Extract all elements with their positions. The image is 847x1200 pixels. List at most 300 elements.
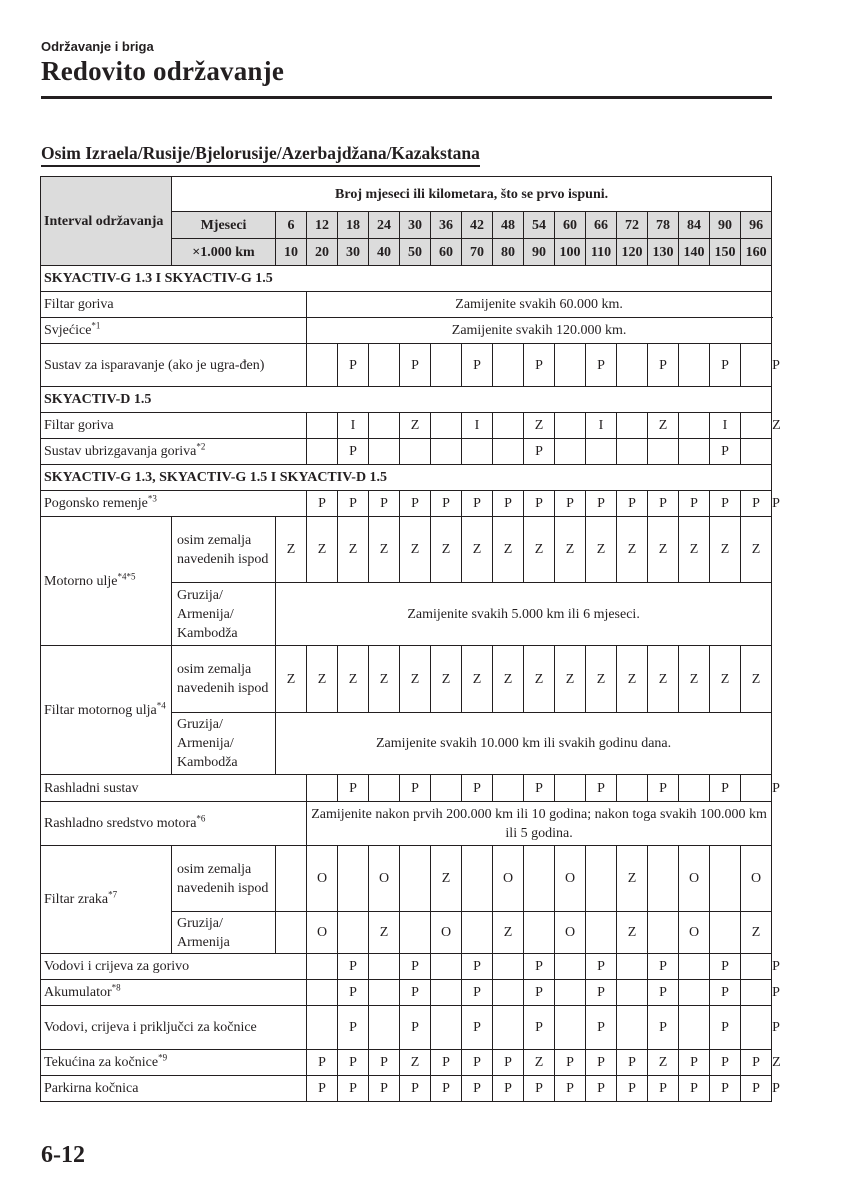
schedule-cell: Z <box>338 517 369 583</box>
km-header: 40 <box>369 239 400 266</box>
schedule-cell <box>493 439 524 465</box>
engine-section-header: SKYACTIV-G 1.3 I SKYACTIV-G 1.5 <box>41 266 772 292</box>
schedule-cell: P <box>648 1076 679 1102</box>
schedule-cell <box>369 344 400 387</box>
region-label: osim zemalja navedenih ispod <box>172 846 276 912</box>
section-heading: Osim Izraela/Rusije/Bjelorusije/Azerbajdžana/Kazakstana <box>41 143 480 167</box>
engine-section-header: SKYACTIV-G 1.3, SKYACTIV-G 1.5 I SKYACTIV-D 1.5 <box>41 465 772 491</box>
month-header: 54 <box>524 212 555 239</box>
page-number: 6-12 <box>41 1142 85 1168</box>
schedule-cell: O <box>307 846 338 912</box>
schedule-cell: P <box>741 491 772 517</box>
schedule-cell: Z <box>586 646 617 713</box>
schedule-cell <box>276 912 307 954</box>
schedule-cell: O <box>555 846 586 912</box>
schedule-cell: Z <box>679 517 710 583</box>
schedule-cell <box>307 413 338 439</box>
schedule-cell <box>462 912 493 954</box>
interval-instruction: Zamijenite svakih 10.000 km ili svakih godinu dana. <box>276 713 772 775</box>
schedule-cell: O <box>493 846 524 912</box>
km-header: 10 <box>276 239 307 266</box>
schedule-cell: P <box>617 1050 648 1076</box>
km-header: 140 <box>679 239 710 266</box>
region-label: osim zemalja navedenih ispod <box>172 646 276 713</box>
interval-instruction: Zamijenite nakon prvih 200.000 km ili 10 godina; nakon toga svakih 100.000 km ili 5 godina. <box>307 802 772 846</box>
table-row: Vodovi i crijeva za gorivo P P P P P P P P <box>41 954 772 980</box>
schedule-cell <box>617 980 648 1006</box>
schedule-cell: P <box>555 1076 586 1102</box>
schedule-cell <box>431 439 462 465</box>
schedule-cell <box>617 954 648 980</box>
schedule-cell <box>307 344 338 387</box>
footnote-marker: *1 <box>91 320 101 331</box>
month-header: 18 <box>338 212 369 239</box>
schedule-cell: Z <box>493 517 524 583</box>
schedule-cell: Z <box>307 646 338 713</box>
table-row <box>41 318 772 344</box>
schedule-cell: O <box>679 912 710 954</box>
schedule-cell <box>369 413 400 439</box>
row-label-evap <box>41 344 307 387</box>
schedule-cell: Z <box>307 517 338 583</box>
schedule-cell: Z <box>524 646 555 713</box>
schedule-cell <box>431 954 462 980</box>
schedule-cell <box>555 954 586 980</box>
schedule-cell: P <box>338 1050 369 1076</box>
schedule-cell: P <box>307 1076 338 1102</box>
schedule-cell: P <box>679 1076 710 1102</box>
schedule-cell: O <box>369 846 400 912</box>
schedule-cell: Z <box>493 646 524 713</box>
schedule-cell: P <box>462 980 493 1006</box>
region-label: Gruzija/ Armenija/ Kambodža <box>172 583 276 646</box>
schedule-cell: P <box>524 1076 555 1102</box>
schedule-cell: P <box>493 1076 524 1102</box>
schedule-cell: Z <box>462 517 493 583</box>
schedule-cell: P <box>462 1076 493 1102</box>
schedule-cell: P <box>524 439 555 465</box>
schedule-cell: Z <box>555 646 586 713</box>
month-header: 48 <box>493 212 524 239</box>
row-label-text: Rashladni sustav <box>44 780 139 796</box>
schedule-cell: P <box>617 491 648 517</box>
schedule-cell: P <box>710 1050 741 1076</box>
schedule-cell <box>400 846 431 912</box>
month-header: 24 <box>369 212 400 239</box>
schedule-cell: Z <box>617 646 648 713</box>
schedule-cell: P <box>710 775 741 802</box>
schedule-cell: P <box>741 1076 772 1102</box>
schedule-cell: P <box>400 344 431 387</box>
schedule-cell <box>307 439 338 465</box>
schedule-cell: P <box>555 491 586 517</box>
row-label-text: Filtar goriva <box>44 297 114 312</box>
schedule-cell: P <box>400 491 431 517</box>
top-header: Broj mjeseci ili kilometara, što se prvo ispuni. <box>172 177 772 212</box>
schedule-cell: P <box>524 954 555 980</box>
row-label-coolant <box>41 802 307 846</box>
interval-instruction: Zamijenite svakih 120.000 km. <box>307 318 772 344</box>
schedule-cell: P <box>679 1050 710 1076</box>
schedule-cell <box>307 1006 338 1050</box>
schedule-cell <box>555 439 586 465</box>
km-header: 160 <box>741 239 772 266</box>
schedule-cell: Z <box>338 646 369 713</box>
month-header: 36 <box>431 212 462 239</box>
schedule-cell <box>524 912 555 954</box>
schedule-cell <box>524 846 555 912</box>
month-header: 72 <box>617 212 648 239</box>
schedule-cell: Z <box>524 517 555 583</box>
row-label-battery <box>41 980 307 1006</box>
schedule-cell <box>741 413 772 439</box>
km-header: 130 <box>648 239 679 266</box>
schedule-cell: P <box>338 439 369 465</box>
km-header: 100 <box>555 239 586 266</box>
month-header: 66 <box>586 212 617 239</box>
schedule-cell <box>555 344 586 387</box>
schedule-cell: Z <box>710 646 741 713</box>
footnote-marker: *3 <box>147 493 157 504</box>
schedule-cell: Z <box>679 646 710 713</box>
schedule-cell: Z <box>741 646 772 713</box>
schedule-cell: P <box>462 775 493 802</box>
schedule-cell: Z <box>648 1050 679 1076</box>
schedule-cell: Z <box>617 846 648 912</box>
month-header: 60 <box>555 212 586 239</box>
schedule-cell <box>741 775 772 802</box>
km-header: 60 <box>431 239 462 266</box>
row-label-fuel_filter_g <box>41 292 307 318</box>
row-label-text: Parkirna kočnica <box>44 1081 139 1096</box>
schedule-cell <box>555 1006 586 1050</box>
schedule-cell: Z <box>276 517 307 583</box>
schedule-cell: P <box>338 344 369 387</box>
schedule-cell <box>493 775 524 802</box>
schedule-cell: Z <box>369 912 400 954</box>
table-row <box>41 465 772 491</box>
schedule-cell: O <box>307 912 338 954</box>
schedule-cell: P <box>648 344 679 387</box>
schedule-cell: P <box>462 954 493 980</box>
schedule-cell <box>741 344 772 387</box>
schedule-cell: Z <box>369 646 400 713</box>
schedule-cell: O <box>741 846 772 912</box>
schedule-cell: Z <box>648 413 679 439</box>
km-header: 50 <box>400 239 431 266</box>
schedule-cell <box>369 439 400 465</box>
schedule-cell <box>679 980 710 1006</box>
schedule-cell <box>679 413 710 439</box>
schedule-cell: P <box>710 491 741 517</box>
km-header: 70 <box>462 239 493 266</box>
month-header: 90 <box>710 212 741 239</box>
schedule-cell: Z <box>648 517 679 583</box>
schedule-cell: P <box>431 1076 462 1102</box>
footnote-marker: *6 <box>196 813 206 824</box>
schedule-cell: Z <box>710 517 741 583</box>
schedule-cell: I <box>710 413 741 439</box>
schedule-cell: P <box>710 954 741 980</box>
schedule-cell: P <box>586 491 617 517</box>
schedule-cell: P <box>617 1076 648 1102</box>
schedule-cell: Z <box>741 517 772 583</box>
schedule-cell: P <box>524 344 555 387</box>
schedule-cell: P <box>648 954 679 980</box>
schedule-cell <box>586 846 617 912</box>
schedule-cell: P <box>400 1076 431 1102</box>
schedule-cell: Z <box>524 1050 555 1076</box>
schedule-cell: P <box>586 775 617 802</box>
schedule-cell <box>617 775 648 802</box>
schedule-cell: P <box>431 1050 462 1076</box>
schedule-cell: P <box>710 1006 741 1050</box>
schedule-cell <box>307 775 338 802</box>
schedule-cell <box>741 439 772 465</box>
schedule-cell: P <box>369 1050 400 1076</box>
schedule-cell: Z <box>400 1050 431 1076</box>
schedule-cell <box>617 439 648 465</box>
schedule-cell: P <box>338 1076 369 1102</box>
schedule-cell: P <box>462 491 493 517</box>
km-label: ×1.000 km <box>172 239 276 266</box>
table-row: Vodovi, crijeva i priključci za kočnice P P P P P P P P <box>41 1006 772 1050</box>
table-row: Rashladni sustav P P P P P P P P <box>41 775 772 802</box>
row-label-spark_plugs <box>41 318 307 344</box>
row-label-injection <box>41 439 307 465</box>
footnote-marker: *9 <box>158 1052 168 1063</box>
row-label-text: Filtar zraka <box>44 892 109 907</box>
row-label-oil_filter <box>41 646 172 775</box>
row-label-brake_fluid <box>41 1050 307 1076</box>
schedule-cell <box>555 413 586 439</box>
table-row <box>41 517 772 583</box>
schedule-cell <box>493 980 524 1006</box>
table-row <box>41 646 772 713</box>
km-header: 90 <box>524 239 555 266</box>
row-label-air_filter <box>41 846 172 954</box>
schedule-cell: P <box>648 980 679 1006</box>
schedule-cell: P <box>338 980 369 1006</box>
schedule-cell: P <box>493 491 524 517</box>
schedule-cell: I <box>586 413 617 439</box>
schedule-cell: Z <box>369 517 400 583</box>
table-row <box>41 439 772 465</box>
schedule-cell: P <box>462 344 493 387</box>
interval-header: Interval održavanja <box>41 177 172 266</box>
row-label-drive_belts <box>41 491 307 517</box>
schedule-cell <box>741 954 772 980</box>
schedule-cell <box>710 846 741 912</box>
schedule-cell: O <box>679 846 710 912</box>
schedule-cell <box>648 846 679 912</box>
schedule-cell: Z <box>431 646 462 713</box>
table-row <box>41 177 772 212</box>
schedule-cell: Z <box>431 517 462 583</box>
month-header: 12 <box>307 212 338 239</box>
schedule-cell <box>679 439 710 465</box>
km-header: 150 <box>710 239 741 266</box>
schedule-cell <box>586 912 617 954</box>
schedule-cell <box>369 980 400 1006</box>
table-row: Pogonsko remenje$^{*3}$ P P P P P P P P P P P P P P P P <box>41 491 772 517</box>
region-label: osim zemalja navedenih ispod <box>172 517 276 583</box>
footnote-marker: *4*5 <box>117 570 136 581</box>
schedule-cell: P <box>338 1006 369 1050</box>
footnote-marker: *7 <box>108 889 118 900</box>
schedule-cell <box>431 1006 462 1050</box>
schedule-cell: P <box>555 1050 586 1076</box>
schedule-cell: P <box>338 775 369 802</box>
schedule-cell <box>679 775 710 802</box>
schedule-cell: I <box>338 413 369 439</box>
schedule-cell: Z <box>648 646 679 713</box>
schedule-cell: P <box>648 491 679 517</box>
schedule-cell: P <box>586 1076 617 1102</box>
schedule-cell <box>400 439 431 465</box>
region-label: Gruzija/ Armenija <box>172 912 276 954</box>
schedule-cell: P <box>524 980 555 1006</box>
schedule-cell: P <box>307 1050 338 1076</box>
row-label-text: Filtar goriva <box>44 418 114 433</box>
schedule-cell <box>617 344 648 387</box>
schedule-cell <box>493 1006 524 1050</box>
schedule-cell: Z <box>400 517 431 583</box>
footnote-marker: *4 <box>156 699 166 710</box>
schedule-cell <box>679 1006 710 1050</box>
schedule-cell: P <box>648 775 679 802</box>
km-header: 110 <box>586 239 617 266</box>
schedule-cell <box>555 775 586 802</box>
km-header: 30 <box>338 239 369 266</box>
schedule-cell: P <box>586 980 617 1006</box>
month-header: 42 <box>462 212 493 239</box>
header-subtitle: Održavanje i briga <box>41 39 154 54</box>
row-label-text: Vodovi i crijeva za gorivo <box>44 959 190 974</box>
footnote-marker: *2 <box>196 441 206 452</box>
schedule-cell: Z <box>462 646 493 713</box>
row-label-text: Akumulator <box>44 985 112 1000</box>
footnote-marker: *8 <box>111 982 121 993</box>
schedule-cell: P <box>431 491 462 517</box>
table-row: Parkirna kočnica P P P P P P P P P P P P P P P P <box>41 1076 772 1102</box>
row-label-fuel_filter_d <box>41 413 307 439</box>
schedule-cell: P <box>710 439 741 465</box>
table-row <box>41 387 772 413</box>
schedule-cell <box>369 775 400 802</box>
schedule-cell: P <box>400 775 431 802</box>
row-label-text: Sustav za isparavanje (ako je ugra-đen) <box>44 357 265 373</box>
schedule-cell: Z <box>617 912 648 954</box>
schedule-cell: P <box>741 1050 772 1076</box>
schedule-cell: P <box>462 1050 493 1076</box>
schedule-cell: P <box>648 1006 679 1050</box>
row-label-text: Sustav ubrizgavanja goriva <box>44 444 197 459</box>
schedule-cell <box>338 912 369 954</box>
engine-section-header: SKYACTIV-D 1.5 <box>41 387 772 413</box>
schedule-cell: P <box>524 1006 555 1050</box>
schedule-cell <box>493 954 524 980</box>
schedule-cell: P <box>369 491 400 517</box>
region-label: Gruzija/ Armenija/ Kambodža <box>172 713 276 775</box>
month-header: 96 <box>741 212 772 239</box>
schedule-cell: P <box>710 344 741 387</box>
schedule-cell <box>710 912 741 954</box>
schedule-cell: O <box>431 912 462 954</box>
interval-instruction: Zamijenite svakih 5.000 km ili 6 mjeseci. <box>276 583 772 646</box>
months-label: Mjeseci <box>172 212 276 239</box>
km-header: 20 <box>307 239 338 266</box>
table-row <box>41 292 772 318</box>
schedule-cell: I <box>462 413 493 439</box>
row-label-cooling <box>41 775 307 802</box>
schedule-cell <box>369 1006 400 1050</box>
schedule-cell <box>431 980 462 1006</box>
row-label-fuel_lines <box>41 954 307 980</box>
schedule-cell <box>648 912 679 954</box>
schedule-cell <box>679 344 710 387</box>
schedule-cell <box>431 775 462 802</box>
table-row <box>41 846 772 912</box>
month-header: 30 <box>400 212 431 239</box>
schedule-cell: P <box>710 980 741 1006</box>
schedule-cell <box>493 413 524 439</box>
table-row: Filtar goriva I Z I Z I Z I Z <box>41 413 772 439</box>
schedule-cell: P <box>524 491 555 517</box>
interval-instruction: Zamijenite svakih 60.000 km. <box>307 292 772 318</box>
km-header: 80 <box>493 239 524 266</box>
schedule-cell: P <box>586 1006 617 1050</box>
schedule-cell: P <box>369 1076 400 1102</box>
schedule-cell: Z <box>741 912 772 954</box>
schedule-cell: P <box>710 1076 741 1102</box>
schedule-cell: P <box>400 980 431 1006</box>
table-row: Akumulator$^{*8}$ P P P P P P P P <box>41 980 772 1006</box>
maintenance-schedule-table <box>40 176 781 1102</box>
schedule-cell: P <box>493 1050 524 1076</box>
schedule-cell <box>586 439 617 465</box>
km-header: 120 <box>617 239 648 266</box>
row-label-text: Rashladno sredstvo motora <box>44 816 197 831</box>
schedule-cell <box>431 413 462 439</box>
row-label-text: Svjećice <box>44 323 92 338</box>
schedule-cell: P <box>400 954 431 980</box>
schedule-cell: P <box>679 491 710 517</box>
schedule-cell <box>462 846 493 912</box>
schedule-cell: Z <box>524 413 555 439</box>
schedule-cell: Z <box>400 413 431 439</box>
schedule-cell <box>617 1006 648 1050</box>
schedule-cell: P <box>586 954 617 980</box>
month-header: 78 <box>648 212 679 239</box>
schedule-cell <box>462 439 493 465</box>
schedule-cell: P <box>524 775 555 802</box>
schedule-cell: P <box>338 954 369 980</box>
table-row: Tekućina za kočnice$^{*9}$ P P P Z P P P Z P P P Z P P P Z <box>41 1050 772 1076</box>
schedule-cell: O <box>555 912 586 954</box>
schedule-cell: Z <box>555 517 586 583</box>
row-label-text: Vodovi, crijeva i priključci za kočnice <box>44 1020 257 1035</box>
table-row <box>41 802 772 846</box>
schedule-cell <box>617 413 648 439</box>
schedule-cell <box>741 1006 772 1050</box>
table-row: Sustav za isparavanje (ako je ugra-đen) P P P P P P P P <box>41 344 772 387</box>
schedule-cell <box>369 954 400 980</box>
table-row <box>41 266 772 292</box>
schedule-cell <box>307 980 338 1006</box>
schedule-cell <box>493 344 524 387</box>
month-header: 6 <box>276 212 307 239</box>
